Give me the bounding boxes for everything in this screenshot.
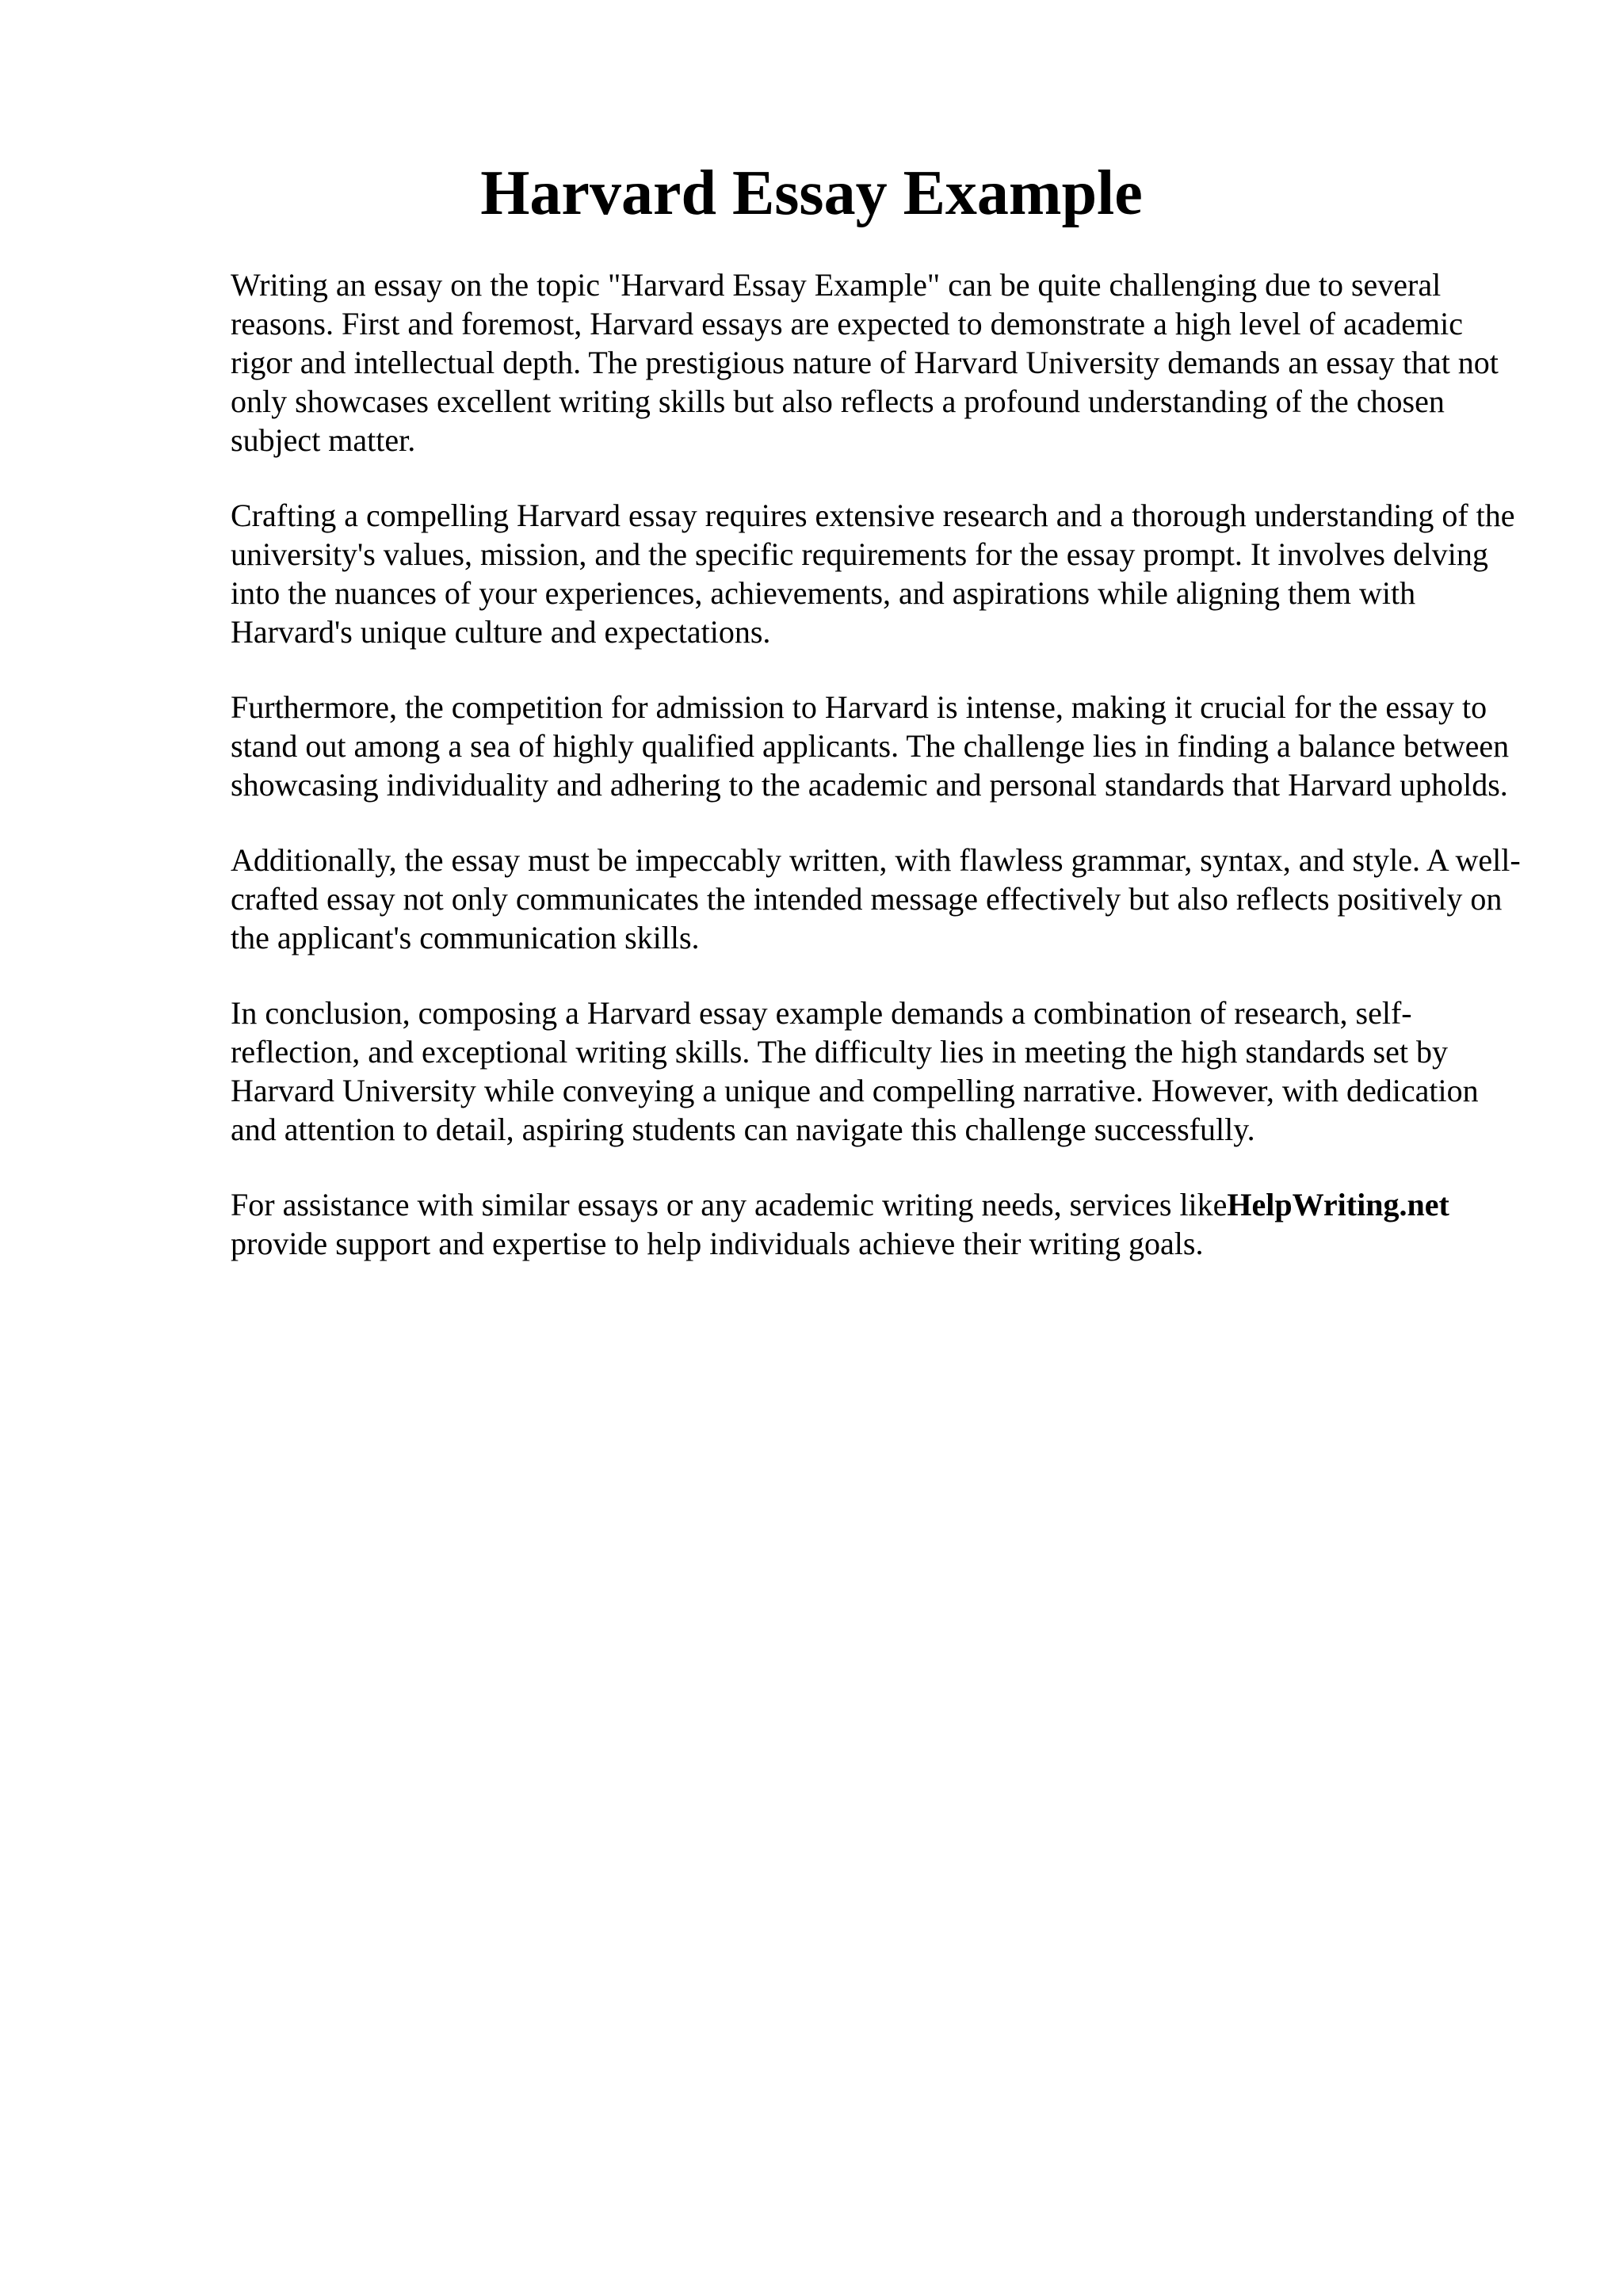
paragraph-conclusion: In conclusion, composing a Harvard essay example demands a combination of research, self-reflection, and exceptional writing skills. The difficulty lies in meeting the high standards set by Harvard University while conveying a unique and compelling narrative. However, with dedication and attention to detail, aspiring students can navigate this challenge successfully.: [231, 995, 1479, 1147]
paragraph-writing-quality: Additionally, the essay must be impeccably written, with flawless grammar, syntax, and style. A well-crafted essay not only communicates the intended message effectively but also reflects positively on the applicant's communication skills.: [231, 842, 1521, 955]
paragraph-intro: Writing an essay on the topic "Harvard Essay Example" can be quite challenging due to several reasons. First and foremost, Harvard essays are expected to demonstrate a high level of academic rigor and intellectual depth. The prestigious nature of Harvard University demands an essay that not only showcases excellent writing skills but also reflects a profound understanding of the chosen subject matter.: [231, 267, 1499, 458]
paragraph-competition: Furthermore, the competition for admission to Harvard is intense, making it crucial for the essay to stand out among a sea of highly qualified applicants. The challenge lies in finding a balance between showcasing individuality and adhering to the academic and personal standards that Harvard upholds.: [231, 689, 1510, 803]
helpwriting-link[interactable]: HelpWriting.net: [1227, 1187, 1449, 1222]
closing-text-after: provide support and expertise to help individuals achieve their writing goals.: [231, 1226, 1204, 1261]
closing-text-before: For assistance with similar essays or any academic writing needs, services like: [231, 1187, 1228, 1222]
page-title: Harvard Essay Example: [480, 158, 1143, 228]
essay-body: [231, 265, 1530, 1263]
paragraph-closing: [231, 1185, 1530, 1263]
paragraph-research: Crafting a compelling Harvard essay requires extensive research and a thorough understanding of the university's values, mission, and the specific requirements for the essay prompt. It involves delving into the nuances of your experiences, achievements, and aspirations while aligning them with Harvard's unique culture and expectations.: [231, 498, 1515, 650]
